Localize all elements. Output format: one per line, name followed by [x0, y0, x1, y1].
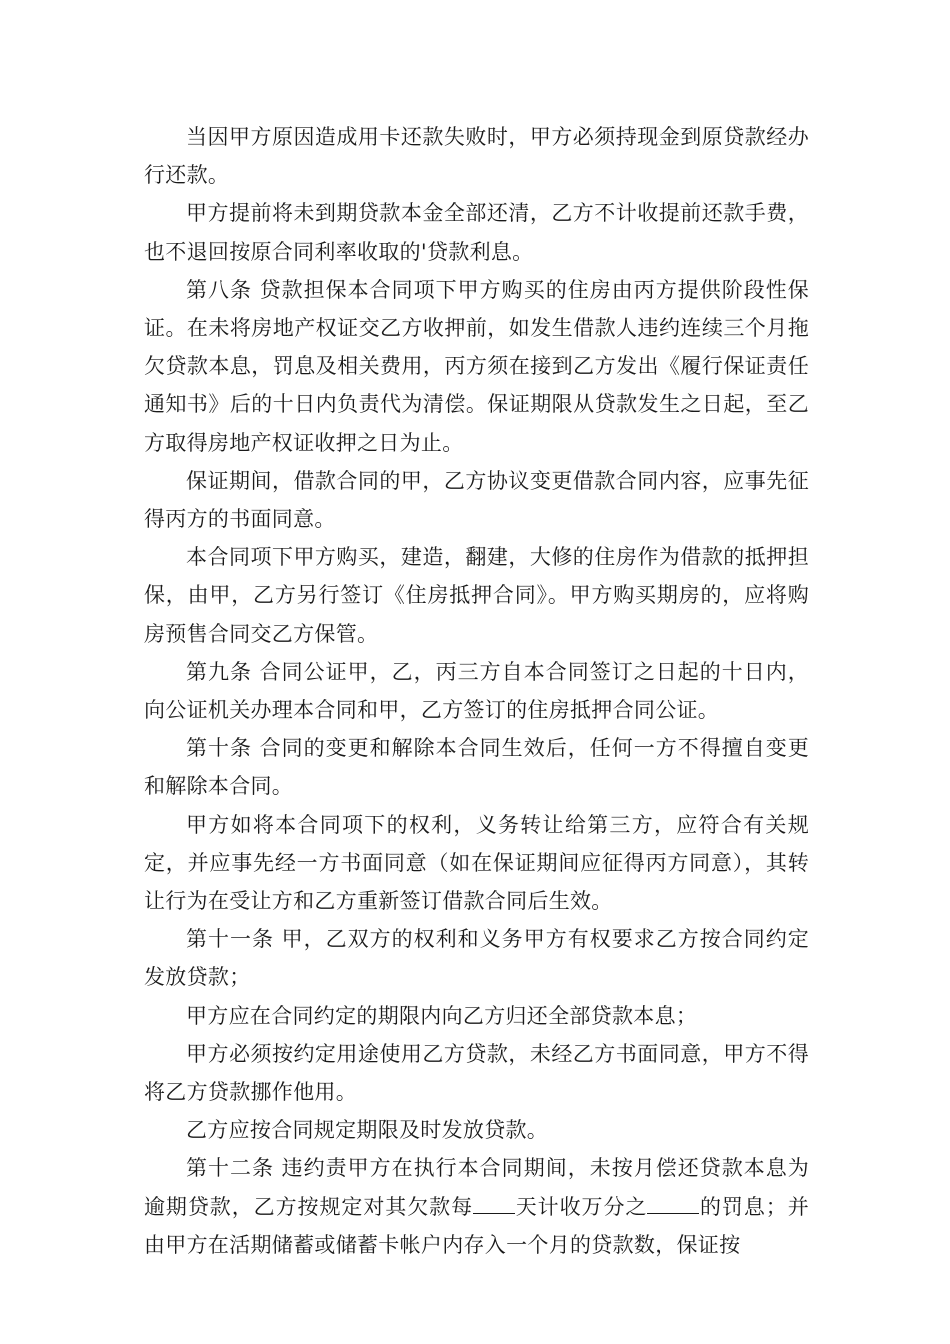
paragraph-article-9-notarization: 第九条 合同公证甲，乙，丙三方自本合同签订之日起的十日内，向公证机关办理本合同和甲，乙方签订的住房抵押合同公证。: [144, 659, 809, 723]
paragraph-article-11-rights: 第十一条 甲，乙双方的权利和义务甲方有权要求乙方按合同约定发放贷款；: [144, 927, 809, 990]
document-body: [144, 118, 809, 1264]
paragraph-repay-principal: 甲方应在合同约定的期限内向乙方归还全部贷款本息；: [186, 1003, 698, 1028]
paragraph-transfer-rights: 甲方如将本合同项下的权利，义务转让给第三方，应符合有关规定，并应事先经一方书面同意（如在保证期间应征得丙方同意），其转让行为在受让方和乙方重新签订借款合同后生效。: [144, 812, 809, 914]
paragraph-early-repayment: 甲方提前将未到期贷款本金全部还清，乙方不计收提前还款手费，也不退回按原合同利率收取的'贷款利息。: [144, 201, 809, 264]
article-12-text-part2: 天计收万分之: [515, 1194, 648, 1219]
paragraph-article-10-modification: 第十条 合同的变更和解除本合同生效后，任何一方不得擅自变更和解除本合同。: [144, 736, 809, 799]
paragraph-use-of-loan: 甲方必须按约定用途使用乙方贷款，未经乙方书面同意，甲方不得将乙方贷款挪作他用。: [144, 1041, 809, 1105]
paragraph-guarantee-period: 保证期间，借款合同的甲，乙方协议变更借款合同内容，应事先征得丙方的书面同意。: [144, 468, 809, 532]
paragraph-repayment-failure: 当因甲方原因造成用卡还款失败时，甲方必须持现金到原贷款经办行还款。: [144, 125, 809, 188]
paragraph-lender-disburse: 乙方应按合同规定期限及时发放贷款。: [186, 1118, 549, 1143]
article-12-text-part3: 的罚息；并由甲方在活期储蓄或储蓄卡帐户内存入一个月的贷款数，保证按: [144, 1194, 810, 1257]
rate-blank-field[interactable]: [647, 1193, 699, 1214]
paragraph-article-8-guarantee: 第八条 贷款担保本合同项下甲方购买的住房由丙方提供阶段性保证。在未将房地产权证交乙方收押前，如发生借款人违约连续三个月拖欠贷款本息，罚息及相关费用，丙方须在接到乙方发出《履行保证责任通知书》后的十日内负责代为清偿。保证期限从贷款发生之日起，至乙方取得房地产权证收押之日为止。: [144, 277, 809, 455]
days-blank-field[interactable]: [473, 1193, 515, 1214]
paragraph-mortgage-contract: 本合同项下甲方购买，建造，翻建，大修的住房作为借款的抵押担保，由甲，乙方另行签订《住房抵押合同》。甲方购买期房的，应将购房预售合同交乙方保管。: [144, 545, 809, 646]
article-12-text-part1: 第十二条 违约责甲方在执行本合同期间，未按月偿还贷款本息为逾期贷款，乙方按规定对其欠款每: [144, 1156, 809, 1219]
paragraph-article-12-liability: [144, 1149, 809, 1264]
